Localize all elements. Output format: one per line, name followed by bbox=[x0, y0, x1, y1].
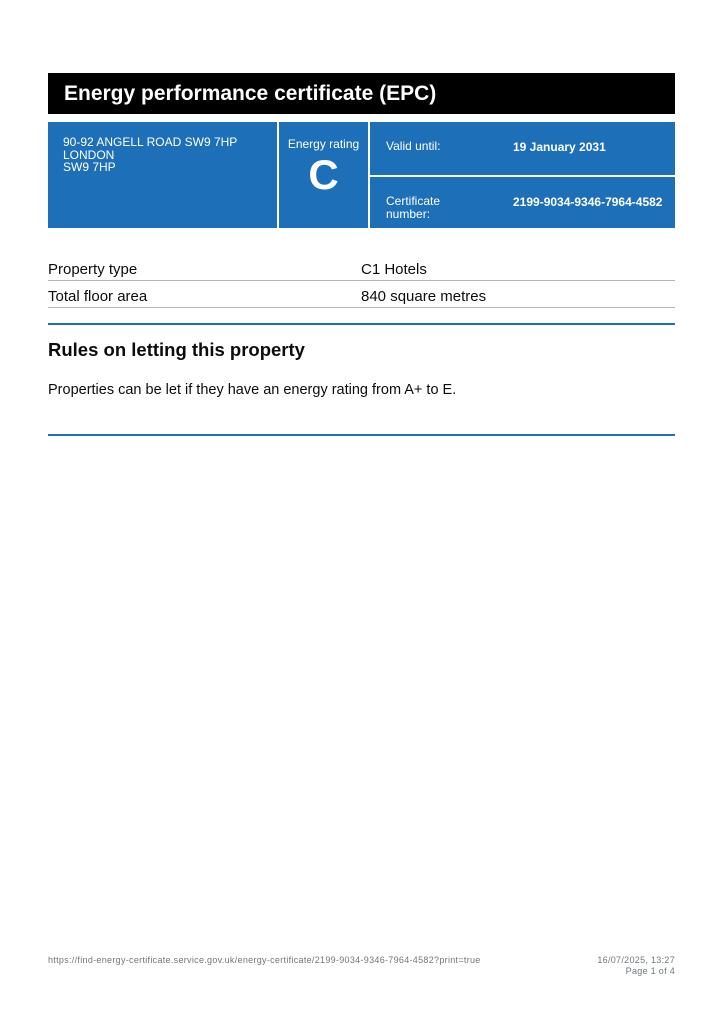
rules-section-text: Properties can be let if they have an energy rating from A+ to E. bbox=[48, 382, 457, 398]
floor-area-value: 840 square metres bbox=[361, 288, 487, 305]
footer-meta bbox=[597, 955, 675, 977]
certificate-number-label: Certificate number: bbox=[386, 194, 441, 221]
property-address bbox=[48, 122, 277, 228]
energy-rating-panel bbox=[279, 122, 368, 228]
floor-area-label: Total floor area bbox=[48, 288, 148, 305]
valid-until-panel bbox=[370, 122, 675, 175]
energy-rating-label: Energy rating bbox=[287, 137, 360, 151]
valid-until-label: Valid until: bbox=[386, 139, 441, 153]
section-divider-bottom bbox=[48, 434, 675, 436]
address-line-2: LONDON bbox=[63, 147, 115, 162]
certificate-number-value: 2199-9034-9346-7964-4582 bbox=[513, 195, 663, 209]
fact-row-floor-area bbox=[48, 281, 675, 308]
property-type-value: C1 Hotels bbox=[361, 261, 427, 278]
address-line-3: SW9 7HP bbox=[63, 160, 116, 174]
footer-datetime: 16/07/2025, 13:27 bbox=[597, 955, 675, 965]
certificate-number-panel bbox=[370, 177, 675, 228]
certificate-summary bbox=[48, 122, 675, 228]
page-title: Energy performance certificate (EPC) bbox=[64, 82, 437, 105]
fact-row-property-type bbox=[48, 254, 675, 281]
title-bar bbox=[48, 73, 675, 114]
footer-url: https://find-energy-certificate.service.gov.uk/energy-certificate/2199-9034-9346-7964-4582?print=true bbox=[48, 955, 481, 965]
footer-page-number: Page 1 of 4 bbox=[625, 966, 675, 976]
rules-section-title: Rules on letting this property bbox=[48, 339, 305, 360]
address-line-1: 90-92 ANGELL ROAD SW9 7HP bbox=[63, 135, 238, 149]
property-facts bbox=[48, 254, 675, 308]
property-type-label: Property type bbox=[48, 261, 138, 278]
valid-until-value: 19 January 2031 bbox=[513, 140, 606, 154]
section-divider-top bbox=[48, 323, 675, 325]
energy-rating-letter: C bbox=[308, 151, 339, 198]
